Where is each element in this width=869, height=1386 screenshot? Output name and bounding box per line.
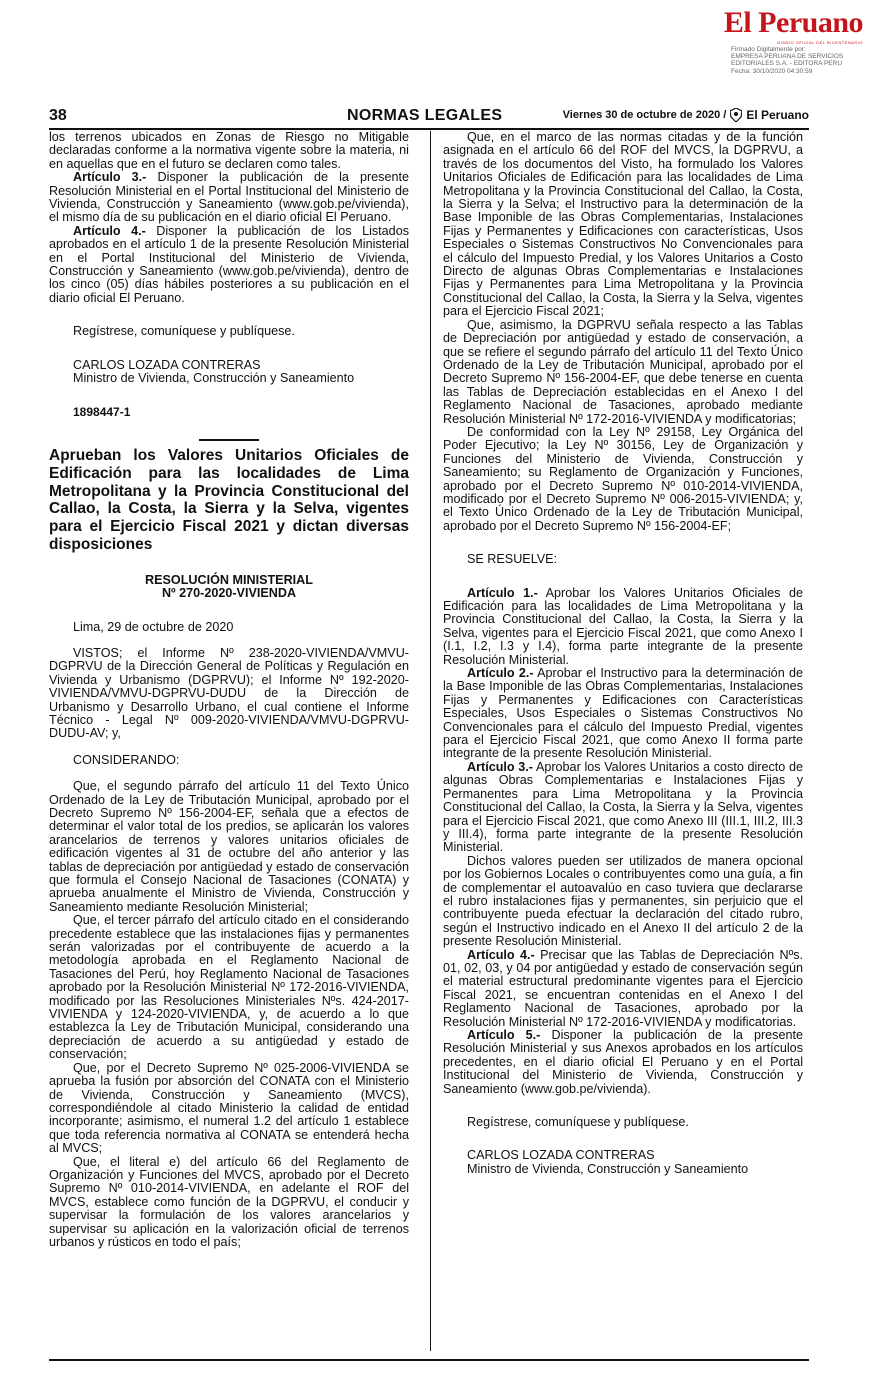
article-3 — [49, 171, 409, 225]
considerando-paragraph: Que, asimismo, la DGPRVU señala respecto a las Tablas de Depreciación por antigüedad y estado de conservación, a que se refiere el segundo párrafo del artículo 11 del Texto Único Ordenado de la Ley de Tributación Municipal, aprobado por el Decreto Supremo Nº 156-2004-EF, que debe tenerse en cuenta las Tablas de Depreciación establecidas en el Anexo I del Reglamento Nacional de Tasaciones, aprobado mediante Resolución Ministerial Nº 172-2016-VIVIENDA y modificatorias; — [443, 317, 803, 426]
column-divider — [430, 131, 431, 1351]
resolution-number: Nº 270-2020-VIVIENDA — [161, 586, 297, 601]
right-column — [443, 131, 803, 1176]
article-1 — [443, 587, 803, 667]
article-3 — [443, 761, 803, 855]
article-label: Artículo 1.- — [467, 585, 538, 600]
considerando-paragraph: Que, el literal e) del artículo 66 del Reglamento de Organización y Funciones del MVCS, aprobado por el Decreto Supremo Nº 010-2014-VIVIENDA, en adelante el ROF del MVCS, establece como función de la DGPRVU, el conducir y supervisar la formulación de los valores arancelarios y supervisar su aplicación en la valorización oficial de terrenos urbanos y rústicos en todo el país; — [49, 1154, 409, 1249]
signer-name: CARLOS LOZADA CONTRERAS — [467, 1148, 655, 1163]
signer-title: Ministro de Vivienda, Construcción y Saneamiento — [73, 371, 355, 386]
considerando-paragraph: Que, el segundo párrafo del artículo 11 del Texto Único Ordenado de la Ley de Tributación Municipal, aprobado por el Decreto Supremo Nº 156-2004-EF, señala que a efectos de determinar el valor total de los predios, se aplicarán los valores arancelarios de terrenos y valores unitarios oficiales de edificación vigentes al 31 de octubre del año anterior y las tablas de depreciación por antigüedad y estado de conservación que formula el Consejo Nacional de Tasaciones (CONATA) y aprueba anualmente el Ministro de Vivienda, Construcción y Saneamiento mediante Resolución Ministerial; — [49, 779, 409, 914]
signature-line: Firmado Digitalmente por: — [731, 46, 806, 53]
bottom-rule — [49, 1359, 809, 1361]
considerando-paragraph: Que, por el Decreto Supremo Nº 025-2006-VIVIENDA se aprueba la fusión por absorción del CONATA con el Ministerio de Vivienda, Construcción y Saneamiento (MVCS), correspondiéndole al citado Ministerio la calidad de entidad incorporante; asimismo, el numeral 1.2 del artículo 1 establece que toda referencia normativa al CONATA se entenderá hecha al MVCS; — [49, 1060, 409, 1156]
article-text: Aprobar los Valores Unitarios Oficiales de Edificación para las localidades de Lima Metropolitana y la Provincia Constitucional del Callao, la Costa, la Sierra y la Selva, vigentes para el Ejercicio Fiscal 2021, que como Anexo I (I.1, I.2, I.3 y I.4), forma parte integrante de la presente Resolución Ministerial. — [443, 585, 803, 667]
header-brand: El Peruano — [746, 108, 809, 122]
article-label: Artículo 4.- — [467, 947, 535, 962]
resuelve-heading: SE RESUELVE: — [467, 552, 558, 567]
section-title: NORMAS LEGALES — [347, 107, 503, 124]
header-date-brand — [563, 108, 809, 122]
article-4 — [443, 949, 803, 1029]
article-5 — [443, 1029, 803, 1096]
reference-number: 1898447-1 — [73, 404, 131, 419]
considerando-paragraph: Que, en el marco de las normas citadas y de la función asignada en el artículo 66 del ROF del MVCS, la DGPRVU, a través de los documentos del Visto, ha formulado los Valores Unitarios Oficiales de Edificación para las localidades de Lima Metropolitana y la Provincia Constitucional del Callao, la Costa, la Sierra y la Selva; el Instructivo para la determinación de la Base Imponible de las Obras Complementarias, Instalaciones Fijas y Permanentes y Edificaciones con características, Usos Especiales o Sistemas Constructivos No Convencionales para el cálculo del Impuesto Predial, y los Valores Unitarios a Costo Directo de algunas Obras Complementarias e Instalaciones Fijas y Permanentes para Lima Metropolitana y la Provincia Constitucional del Callao, la Costa, la Sierra y la Selva, vigentes para el Ejercicio Fiscal 2021; — [443, 130, 803, 319]
article-text: Disponer la publicación de los Listados aprobados en el artículo 1 de la presente Resolución Ministerial en el Portal Institucional del Ministerio de Vivienda, Construcción y Saneamiento (www.gob.pe/vivienda), dentro de los cinco (05) días hábiles posteriores a su publicación en el diario oficial El Peruano. — [49, 223, 409, 305]
article-text: Aprobar el Instructivo para la determinación de la Base Imponible de las Obras Complementarias, Instalaciones Fijas y Permanentes y Edificaciones con Características Especiales, Usos Especiales o Sistemas Constructivos No Convencionales para el cálculo del Impuesto Predial, vigentes para el Ejercicio Fiscal 2021, que como Anexo II forma parte integrante de la presente Resolución Ministerial. — [443, 666, 803, 761]
page-number: 38 — [49, 107, 67, 124]
header-date: Viernes 30 de octubre de 2020 / — [562, 109, 727, 121]
article-text: Disponer la publicación de la presente Resolución Ministerial en el Portal Institucional del Ministerio de Vivienda, Construcción y Saneamiento (www.gob.pe/vivienda), el mismo día de su publicación en el diario oficial El Peruano. — [49, 170, 409, 225]
el-peruano-logo — [724, 8, 863, 45]
digital-signature-block — [731, 46, 865, 75]
resolution-heading: Aprueban los Valores Unitarios Oficiales de Edificación para las localidades de Lima Metropolitana y la Provincia Constitucional del Callao, la Costa, la Sierra y la Selva, vigentes para el Ejercicio Fiscal 2021 y dictan diversas disposiciones — [49, 446, 409, 553]
closing-formula: Regístrese, comuníquese y publíquese. — [73, 324, 295, 339]
signer-title: Ministro de Vivienda, Construcción y Saneamiento — [467, 1161, 749, 1176]
article-label: Artículo 5.- — [467, 1028, 541, 1042]
logo-brand: El Peruano — [723, 6, 863, 39]
closing-formula: Regístrese, comuníquese y publíquese. — [467, 1115, 689, 1130]
paragraph: los terrenos ubicados en Zonas de Riesgo no Mitigable declaradas conforme a la normativa vigente sobre la materia, ni en aquellas que en el futuro se declaren como tales. — [49, 130, 409, 171]
article-3-extra: Dichos valores pueden ser utilizados de manera opcional por los Gobiernos Locales o contribuyentes como una guía, a fin de complementar el autoavalúo en caso tuviera que declararse el rubro instalaciones fijas y permanentes, sin perjuicio que el contribuyente pueda efectuar la declaración del citado rubro, según el Instructivo indicado en el Anexo II del artículo 2 de la presente Resolución Ministerial. — [443, 853, 803, 949]
page-header — [49, 102, 809, 130]
article-text: Precisar que las Tablas de Depreciación Nºs. 01, 02, 03, y 04 por antigüedad y estado de conservación según el material estructural predominante vigentes para el Ejercicio Fiscal 2021, se encuentran contenidas en el Anexo I del Reglamento Nacional de Tasaciones, aprobado por la Resolución Ministerial Nº 172-2016-VIVIENDA y modificatorias. — [443, 947, 803, 1029]
article-text: Disponer la publicación de la presente Resolución Ministerial y sus Anexos aprobados en los artículos precedentes, en el diario oficial El Peruano y en el Portal Institucional del Ministerio de Vivienda, Construcción y Saneamiento (www.gob.pe/vivienda). — [443, 1028, 803, 1096]
considerando-heading: CONSIDERANDO: — [73, 752, 180, 767]
article-label: Artículo 4.- — [73, 223, 146, 238]
logo-tagline: DIARIO OFICIAL DEL BICENTENARIO — [777, 40, 863, 45]
signature-line: EDITORIALES S.A. - EDITORA PERU — [731, 60, 843, 68]
coat-of-arms-icon — [730, 108, 742, 122]
article-label: Artículo 3.- — [73, 170, 147, 185]
article-2 — [443, 667, 803, 761]
article-4 — [49, 225, 409, 305]
article-label: Artículo 2.- — [467, 666, 534, 681]
title-rule — [199, 439, 259, 441]
signature-line: Fecha: 30/10/2020 04:30:59 — [731, 67, 813, 75]
place-date: Lima, 29 de octubre de 2020 — [73, 619, 234, 634]
signer-name: CARLOS LOZADA CONTRERAS — [73, 357, 261, 372]
vistos-paragraph: VISTOS; el Informe Nº 238-2020-VIVIENDA/VMVU-DGPRVU de la Dirección General de Políticas y Regulación en Vivienda y Urbanismo (DGPRVU); el Informe Nº 192-2020-VIVIENDA/VMVU-DGPRVU-DUDU de la Dirección de Urbanismo y Desarrollo Urbano, el cual contiene el Informe Técnico - Legal Nº 009-2020-VIVIENDA/VMVU-DGPRVU-DUDU-AV; y, — [49, 645, 409, 741]
considerando-paragraph: Que, el tercer párrafo del artículo citado en el considerando precedente establece que las instalaciones fijas y permanentes serán valorizadas por el contribuyente de acuerdo a la metodología aprobada en el Reglamento Nacional de Tasaciones del Perú, hoy Reglamento Nacional de Tasaciones aprobado por la Resolución Ministerial Nº 172-2016-VIVIENDA, modificado por las Resoluciones Ministeriales Nºs. 424-2017-VIVIENDA y 124-2020-VIVIENDA, y, de acuerdo a lo que establezca la Ley de Tributación Municipal, considerando una depreciación de acuerdo a su antigüedad y estado de conservación; — [49, 913, 409, 1062]
article-label: Artículo 3.- — [467, 759, 533, 774]
signature-line: EMPRESA PERUANA DE SERVICIOS — [731, 53, 844, 61]
resolution-type: RESOLUCIÓN MINISTERIAL — [145, 572, 313, 587]
article-text: Aprobar los Valores Unitarios a costo directo de algunas Obras Complementarias e Instalaciones Fijas y Permanentes para Lima Metropolitana y la Provincia Constitucional del Callao, la Costa, la Sierra y la Selva, vigentes para el Ejercicio Fiscal 2021, que como Anexo III (III.1, III.2, III.3 y III.4), forma parte integrante de la presente Resolución Ministerial. — [443, 759, 803, 855]
left-column — [49, 131, 409, 1249]
legal-basis-paragraph: De conformidad con la Ley Nº 29158, Ley Orgánica del Poder Ejecutivo; la Ley Nº 30156, Ley de Organización y Funciones del Ministerio de Vivienda, Construcción y Saneamiento; su Reglamento de Organización y Funciones, aprobado por el Decreto Supremo Nº 010-2014-VIVIENDA, modificado por el Decreto Supremo Nº 006-2015-VIVIENDA; y, el Texto Único Ordenado de la Ley de Tributación Municipal, aprobado por el Decreto Supremo Nº 156-2004-EF; — [443, 424, 803, 533]
